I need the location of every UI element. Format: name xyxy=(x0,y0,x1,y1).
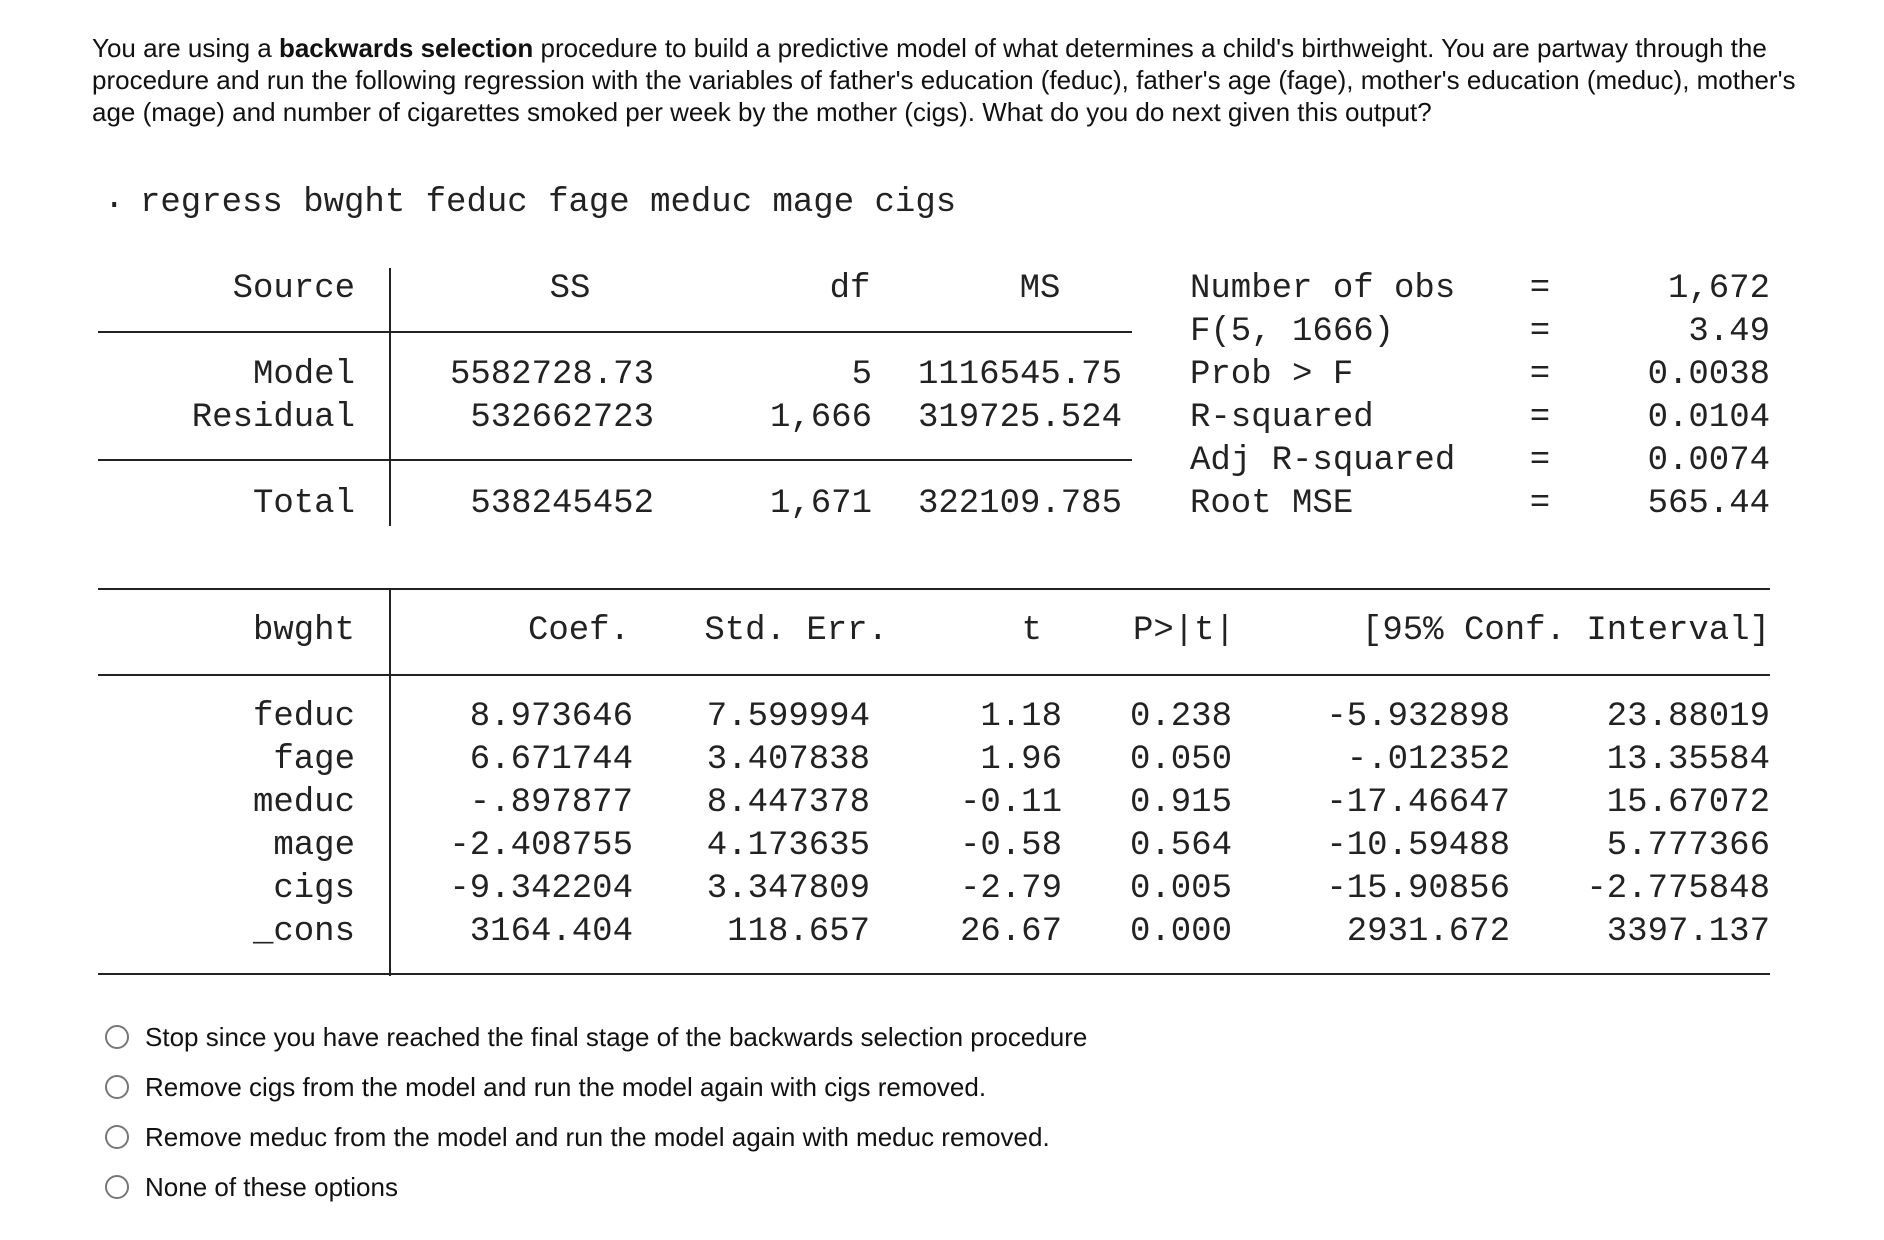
p-value: 0.000 xyxy=(1129,913,1232,951)
anova-header-source: Source xyxy=(232,270,355,308)
radio-button[interactable] xyxy=(105,1025,129,1049)
anova-ss-residual: 532662723 xyxy=(470,399,654,437)
anova-vertical-divider xyxy=(389,268,391,526)
t-value: 1.18 xyxy=(980,698,1062,736)
t-value: -2.79 xyxy=(959,870,1062,908)
ci-upper: 5.777366 xyxy=(1606,827,1770,865)
t-value: 1.96 xyxy=(980,741,1062,779)
anova-header-ss: SS xyxy=(549,270,591,308)
ci-upper: 13.35584 xyxy=(1606,741,1770,779)
coef-value: -9.342204 xyxy=(449,870,633,908)
ci-lower: -15.90856 xyxy=(1326,870,1510,908)
coef-top-rule xyxy=(98,588,1770,590)
option-none[interactable] xyxy=(105,1162,1087,1212)
var-name: feduc xyxy=(252,698,355,736)
option-label: None of these options xyxy=(145,1171,398,1202)
anova-ms-residual: 319725.524 xyxy=(917,399,1122,437)
coef-header-t: t xyxy=(1021,612,1042,650)
p-value: 0.005 xyxy=(1129,870,1232,908)
var-name: mage xyxy=(273,827,355,865)
coef-value: 3164.404 xyxy=(469,913,633,951)
ci-lower: -5.932898 xyxy=(1326,698,1510,736)
anova-df-total: 1,671 xyxy=(769,485,872,523)
coef-value: -2.408755 xyxy=(449,827,633,865)
coef-value: -.897877 xyxy=(469,784,633,822)
question-part1: You are using a xyxy=(92,33,279,63)
ci-lower: -17.46647 xyxy=(1326,784,1510,822)
stderr-value: 7.599994 xyxy=(706,698,870,736)
stderr-value: 118.657 xyxy=(727,913,870,951)
option-remove-meduc[interactable] xyxy=(105,1112,1087,1162)
option-remove-cigs[interactable] xyxy=(105,1062,1087,1112)
anova-ms-model: 1116545.75 xyxy=(917,356,1122,394)
stat-label: F(5, 1666) xyxy=(1190,313,1395,351)
question-text xyxy=(92,32,1832,128)
question-part2: procedure to build a predictive model of what determines a child's birthweight. You are partway through the procedure and run the following regression with the variables of father's education (feduc), father's age (fage), mother's education (meduc), mother's age (mage) and number of cigarettes smoked per week by the mother (cigs). What do you do next given this output? xyxy=(92,33,1796,127)
stat-value: 1,672 xyxy=(1667,270,1770,308)
t-value: -0.58 xyxy=(959,827,1062,865)
stat-label: R-squared xyxy=(1190,399,1374,437)
stat-equals: = xyxy=(1529,356,1551,394)
ci-upper: 15.67072 xyxy=(1606,784,1770,822)
stat-equals: = xyxy=(1529,313,1551,351)
ci-lower: -.012352 xyxy=(1346,741,1510,779)
stat-label: Root MSE xyxy=(1190,485,1354,523)
p-value: 0.238 xyxy=(1129,698,1232,736)
anova-source-model: Model xyxy=(252,356,355,394)
stat-equals: = xyxy=(1529,399,1551,437)
ci-upper: 23.88019 xyxy=(1606,698,1770,736)
stat-label: Adj R-squared xyxy=(1190,442,1456,480)
stat-value: 565.44 xyxy=(1647,485,1770,523)
radio-button[interactable] xyxy=(105,1175,129,1199)
coef-value: 8.973646 xyxy=(469,698,633,736)
var-name: fage xyxy=(273,741,355,779)
var-name: cigs xyxy=(273,870,355,908)
anova-ss-model: 5582728.73 xyxy=(449,356,654,394)
anova-header-ms: MS xyxy=(1019,270,1061,308)
stat-label: Number of obs xyxy=(1190,270,1456,308)
anova-total-rule xyxy=(98,459,1132,461)
command-dot: . xyxy=(104,180,125,218)
anova-header-rule xyxy=(98,331,1132,333)
p-value: 0.564 xyxy=(1129,827,1232,865)
ci-lower: -10.59488 xyxy=(1326,827,1510,865)
stderr-value: 4.173635 xyxy=(706,827,870,865)
var-name: meduc xyxy=(252,784,355,822)
option-label: Remove cigs from the model and run the model again with cigs removed. xyxy=(145,1071,987,1102)
stat-label: Prob > F xyxy=(1190,356,1354,394)
option-label: Remove meduc from the model and run the model again with meduc removed. xyxy=(145,1121,1050,1152)
anova-header-df: df xyxy=(829,270,871,308)
ci-upper: -2.775848 xyxy=(1586,870,1770,908)
coef-header-dependent: bwght xyxy=(252,612,355,650)
p-value: 0.050 xyxy=(1129,741,1232,779)
option-label: Stop since you have reached the final stage of the backwards selection procedure xyxy=(145,1021,1088,1052)
coef-value: 6.671744 xyxy=(469,741,633,779)
anova-ss-total: 538245452 xyxy=(470,485,654,523)
anova-ms-total: 322109.785 xyxy=(917,485,1122,523)
stderr-value: 3.407838 xyxy=(706,741,870,779)
answer-options xyxy=(105,1012,1087,1212)
option-stop[interactable] xyxy=(105,1012,1087,1062)
radio-button[interactable] xyxy=(105,1125,129,1149)
p-value: 0.915 xyxy=(1129,784,1232,822)
stat-value: 0.0104 xyxy=(1647,399,1770,437)
var-name: _cons xyxy=(252,913,355,951)
stat-value: 0.0074 xyxy=(1647,442,1770,480)
coef-header-coef: Coef. xyxy=(527,612,630,650)
coef-header-stderr: Std. Err. xyxy=(704,612,888,650)
anova-df-model: 5 xyxy=(851,356,872,394)
coef-header-p: P>|t| xyxy=(1132,612,1235,650)
t-value: -0.11 xyxy=(959,784,1062,822)
coef-vertical-divider xyxy=(389,590,391,976)
command-text: regress bwght feduc fage meduc mage cigs xyxy=(140,184,957,222)
t-value: 26.67 xyxy=(959,913,1062,951)
stderr-value: 8.447378 xyxy=(706,784,870,822)
stat-equals: = xyxy=(1529,485,1551,523)
anova-df-residual: 1,666 xyxy=(769,399,872,437)
coef-header-ci: [95% Conf. Interval] xyxy=(1361,612,1770,650)
stat-equals: = xyxy=(1529,270,1551,308)
stat-value: 0.0038 xyxy=(1647,356,1770,394)
radio-button[interactable] xyxy=(105,1075,129,1099)
stat-equals: = xyxy=(1529,442,1551,480)
coef-header-rule xyxy=(98,674,1770,676)
ci-lower: 2931.672 xyxy=(1346,913,1510,951)
stat-value: 3.49 xyxy=(1688,313,1770,351)
stderr-value: 3.347809 xyxy=(706,870,870,908)
question-bold-term: backwards selection xyxy=(278,33,534,63)
anova-source-total: Total xyxy=(252,485,355,523)
coef-bottom-rule xyxy=(98,973,1770,975)
ci-upper: 3397.137 xyxy=(1606,913,1770,951)
anova-source-residual: Residual xyxy=(191,399,355,437)
